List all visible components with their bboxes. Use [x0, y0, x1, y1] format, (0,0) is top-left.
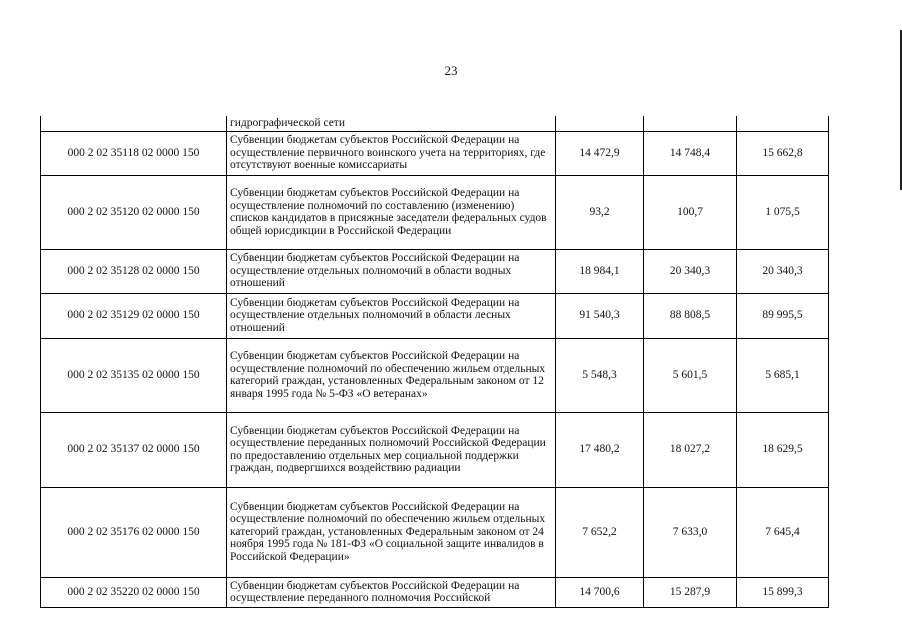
- row-value-3: 1 075,5: [737, 175, 829, 249]
- table-row: [41, 249, 829, 293]
- row-value-1: 14 472,9: [556, 131, 644, 175]
- row-code: 000 2 02 35135 02 0000 150: [41, 338, 227, 412]
- table-row: [41, 116, 829, 131]
- row-value-2: 88 808,5: [644, 293, 737, 338]
- row-description: Субвенции бюджетам субъектов Российской Федерации на осуществление полномочий по обеспечению жильем отдельных категорий граждан, установленных Федеральным законом от 12 января 1995 года № 5-ФЗ «О ветеранах»: [227, 338, 556, 412]
- row-code: 000 2 02 35129 02 0000 150: [41, 293, 227, 338]
- table-row: [41, 338, 829, 412]
- row-value-1: 17 480,2: [556, 412, 644, 487]
- row-value-2: 5 601,5: [644, 338, 737, 412]
- row-value-3: 20 340,3: [737, 249, 829, 293]
- budget-table: [40, 116, 829, 608]
- row-value-2: 20 340,3: [644, 249, 737, 293]
- row-value-1: 18 984,1: [556, 249, 644, 293]
- table-row: [41, 131, 829, 175]
- row-code: 000 2 02 35128 02 0000 150: [41, 249, 227, 293]
- row-code: 000 2 02 35120 02 0000 150: [41, 175, 227, 249]
- table-row: [41, 412, 829, 487]
- row-value-3: 5 685,1: [737, 338, 829, 412]
- row-description: Субвенции бюджетам субъектов Российской Федерации на осуществление отдельных полномочий в области лесных отношений: [227, 293, 556, 338]
- row-description: Субвенции бюджетам субъектов Российской Федерации на осуществление первичного воинского учета на территориях, где отсутствуют военные комиссариаты: [227, 131, 556, 175]
- table-row: [41, 175, 829, 249]
- row-code: 000 2 02 35137 02 0000 150: [41, 412, 227, 487]
- row-value-2: 100,7: [644, 175, 737, 249]
- row-code: [41, 116, 227, 131]
- row-value-2: 7 633,0: [644, 487, 737, 577]
- row-description: Субвенции бюджетам субъектов Российской Федерации на осуществление переданного полномочия Российской: [227, 577, 556, 607]
- row-description: Субвенции бюджетам субъектов Российской Федерации на осуществление отдельных полномочий в области водных отношений: [227, 249, 556, 293]
- row-code: 000 2 02 35118 02 0000 150: [41, 131, 227, 175]
- table-row: [41, 487, 829, 577]
- row-value-3: 15 662,8: [737, 131, 829, 175]
- page-number: 23: [444, 63, 458, 78]
- row-value-3: 89 995,5: [737, 293, 829, 338]
- row-value-3: 7 645,4: [737, 487, 829, 577]
- row-value-2: [644, 116, 737, 131]
- row-value-1: 14 700,6: [556, 577, 644, 607]
- row-value-2: 18 027,2: [644, 412, 737, 487]
- row-code: 000 2 02 35176 02 0000 150: [41, 487, 227, 577]
- row-value-3: [737, 116, 829, 131]
- row-value-2: 15 287,9: [644, 577, 737, 607]
- row-description: Субвенции бюджетам субъектов Российской Федерации на осуществление полномочий по составлению (изменению) списков кандидатов в присяжные заседатели федеральных судов общей юрисдикции в Российской Федерации: [227, 175, 556, 249]
- row-description: Субвенции бюджетам субъектов Российской Федерации на осуществление полномочий по обеспечению жильем отдельных категорий граждан, установленных Федеральным законом от 24 ноября 1995 года № 181-ФЗ «О социальной защите инвалидов в Российской Федерации»: [227, 487, 556, 577]
- table-row: [41, 293, 829, 338]
- row-value-1: 7 652,2: [556, 487, 644, 577]
- row-value-1: 91 540,3: [556, 293, 644, 338]
- row-code: 000 2 02 35220 02 0000 150: [41, 577, 227, 607]
- row-description: гидрографической сети: [227, 116, 556, 131]
- row-value-3: 15 899,3: [737, 577, 829, 607]
- row-value-2: 14 748,4: [644, 131, 737, 175]
- row-value-3: 18 629,5: [737, 412, 829, 487]
- table-row: [41, 577, 829, 607]
- row-value-1: 5 548,3: [556, 338, 644, 412]
- row-value-1: 93,2: [556, 175, 644, 249]
- row-description: Субвенции бюджетам субъектов Российской Федерации на осуществление переданных полномочий Российской Федерации по предоставлению отдельных мер социальной поддержки граждан, подвергшихся воздействию радиации: [227, 412, 556, 487]
- row-value-1: [556, 116, 644, 131]
